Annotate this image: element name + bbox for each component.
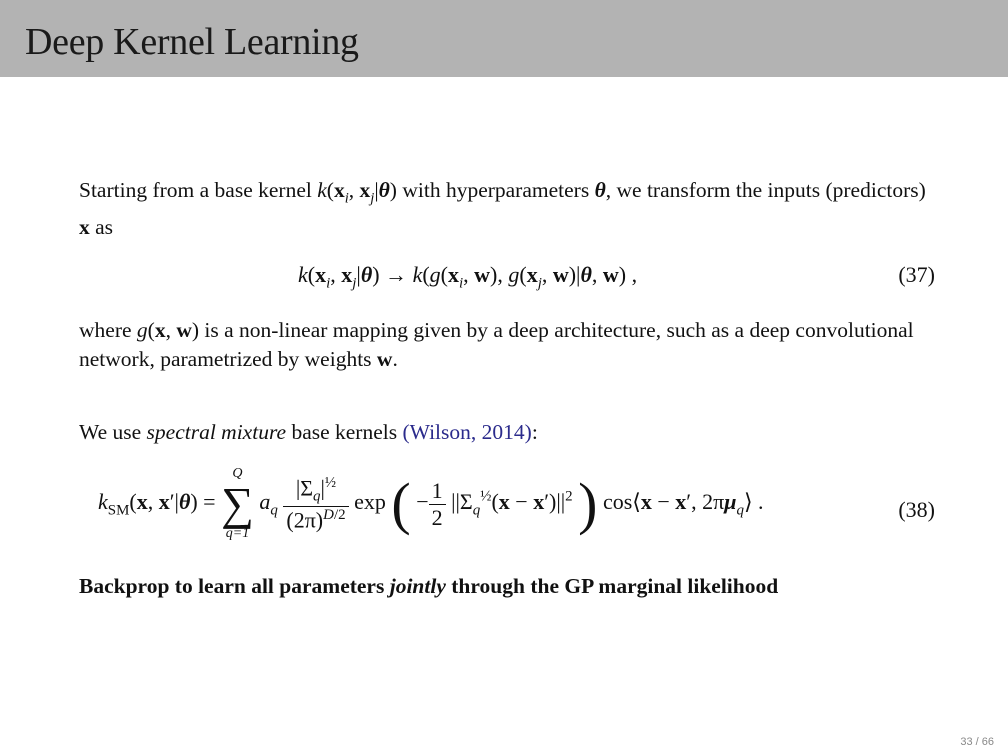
equation-number-38: (38) bbox=[898, 497, 935, 522]
where-text-2: is a non-linear mapping given by a deep architecture, such as a deep convolutional network, parametrized by weights bbox=[79, 318, 914, 371]
summation-symbol: Q ∑ q=1 bbox=[221, 466, 254, 541]
intro-text-3: , we transform the inputs (predictors) bbox=[605, 178, 926, 202]
spectral-text-1: We use bbox=[79, 420, 142, 444]
equation-37: $k(x_i$, $x_j|\theta) \to k(g(x_i$, w), $g(x_j$, w)|θ, w) , bbox=[298, 262, 638, 292]
title-bar bbox=[0, 0, 1008, 77]
page-number: 33 / 66 bbox=[960, 736, 994, 748]
intro-text-4: as bbox=[95, 215, 114, 240]
spectral-emph: spectral mixture bbox=[146, 420, 287, 444]
where-paragraph: where g(x, w) is a non-linear mapping given by a deep architecture, such as a deep convolutional network, parametrized by weights w. bbox=[79, 318, 914, 371]
equation-number-37: (37) bbox=[898, 262, 935, 287]
spectral-paragraph bbox=[79, 418, 939, 447]
backprop-text-2: through the GP marginal likelihood bbox=[451, 574, 779, 598]
spectral-text-2: base kernels bbox=[291, 420, 398, 444]
backprop-emph: jointly bbox=[389, 574, 446, 598]
where-text-3: . bbox=[392, 347, 398, 371]
intro-text-2: with hyperparameters bbox=[402, 178, 590, 202]
where-text-1: where bbox=[79, 318, 132, 342]
intro-paragraph: Starting from a base kernel $k(x_i$, $x_j|\theta$) with hyperparameters θ, we transform the inputs (predictors) x as bbox=[79, 178, 926, 240]
intro-text-1: Starting from a base kernel bbox=[79, 178, 312, 202]
equation-38: $k_{SM}(x$, x′|θ) = Q ∑ q=1 $a_q$ $\frac{|\Sigma_q|^{\frac{1}{2}}}{(2\pi)^{D/2}}$ exp ( − $\frac{1}{2}$ $||\Sigma_q^{\frac{1}{2}}(x - x')||^2$ ) cos⟨x − x′, $2\pi\mu_q⟩$ . bbox=[98, 466, 764, 541]
slide-title: Deep Kernel Learning bbox=[25, 21, 359, 63]
backprop-paragraph bbox=[79, 572, 939, 601]
citation-link[interactable]: (Wilson, 2014) bbox=[402, 420, 532, 444]
spectral-text-3: : bbox=[531, 420, 538, 444]
backprop-text-1: Backprop to learn all parameters bbox=[79, 574, 385, 598]
